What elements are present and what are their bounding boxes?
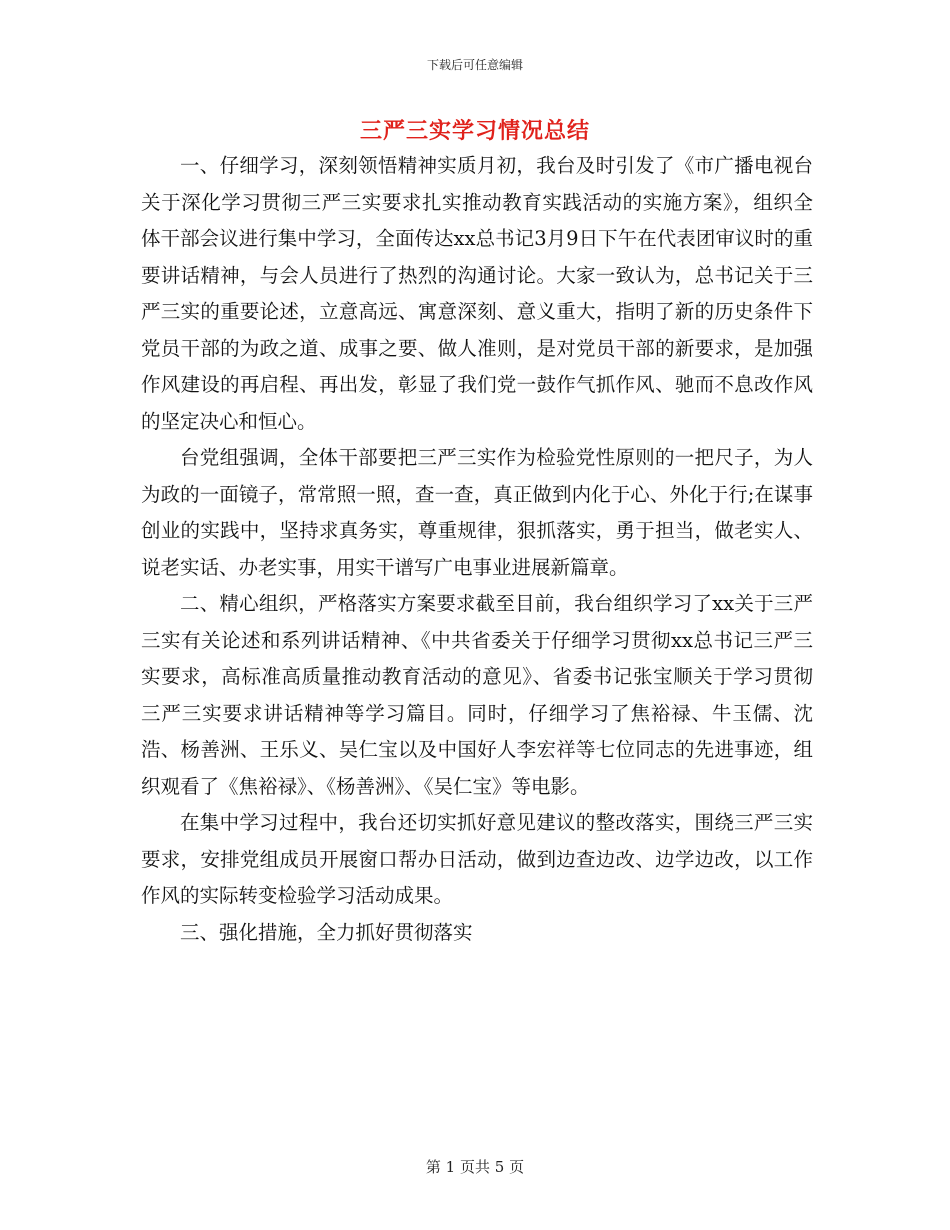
paragraph-3: 二、精心组织，严格落实方案要求截至目前，我台组织学习了xx关于三严三实有关论述和系列讲话精神、《中共省委关于仔细学习贯彻xx总书记三严三实要求，高标准高质量推动教育活动的意见》、省委书记张宝顺关于学习贯彻三严三实要求讲话精神等学习篇目。同时，仔细学习了焦裕禄、牛玉儒、沈浩、杨善洲、王乐义、吴仁宝以及中国好人李宏祥等七位同志的先进事迹，组织观看了《焦裕禄》、《杨善洲》、《吴仁宝》等电影。: [141, 592, 813, 798]
paragraph-2: 台党组强调，全体干部要把三严三实作为检验党性原则的一把尺子，为人为政的一面镜子，常常照一照，查一查，真正做到内化于心、外化于行;在谋事创业的实践中，坚持求真务实，尊重规律，狠抓落实，勇于担当，做老实人、说老实话、办老实事，用实干谱写广电事业进展新篇章。: [141, 446, 813, 579]
page-footer: 第 1 页共 5 页: [425, 1158, 525, 1176]
header-note: 下载后可任意编辑: [426, 58, 523, 72]
paragraph-4: 在集中学习过程中，我台还切实抓好意见建议的整改落实，围绕三严三实要求，安排党组成员开展窗口帮办日活动，做到边查边改、边学边改，以工作作风的实际转变检验学习活动成果。: [141, 811, 813, 907]
document-body: [141, 148, 813, 951]
paragraph-1: 一、仔细学习，深刻领悟精神实质月初，我台及时引发了《市广播电视台关于深化学习贯彻三严三实要求扎实推动教育实践活动的实施方案》，组织全体干部会议进行集中学习，全面传达xx总书记3月9日下午在代表团审议时的重要讲话精神，与会人员进行了热烈的沟通讨论。大家一致认为，总书记关于三严三实的重要论述，立意高远、寓意深刻、意义重大，指明了新的历史条件下党员干部的为政之道、成事之要、做人准则，是对党员干部的新要求，是加强作风建设的再启程、再出发，彰显了我们党一鼓作气抓作风、驰而不息改作风的坚定决心和恒心。: [141, 154, 813, 433]
document-title: 三严三实学习情况总结: [359, 119, 590, 144]
paragraph-5: 三、强化措施，全力抓好贯彻落实: [180, 920, 473, 944]
